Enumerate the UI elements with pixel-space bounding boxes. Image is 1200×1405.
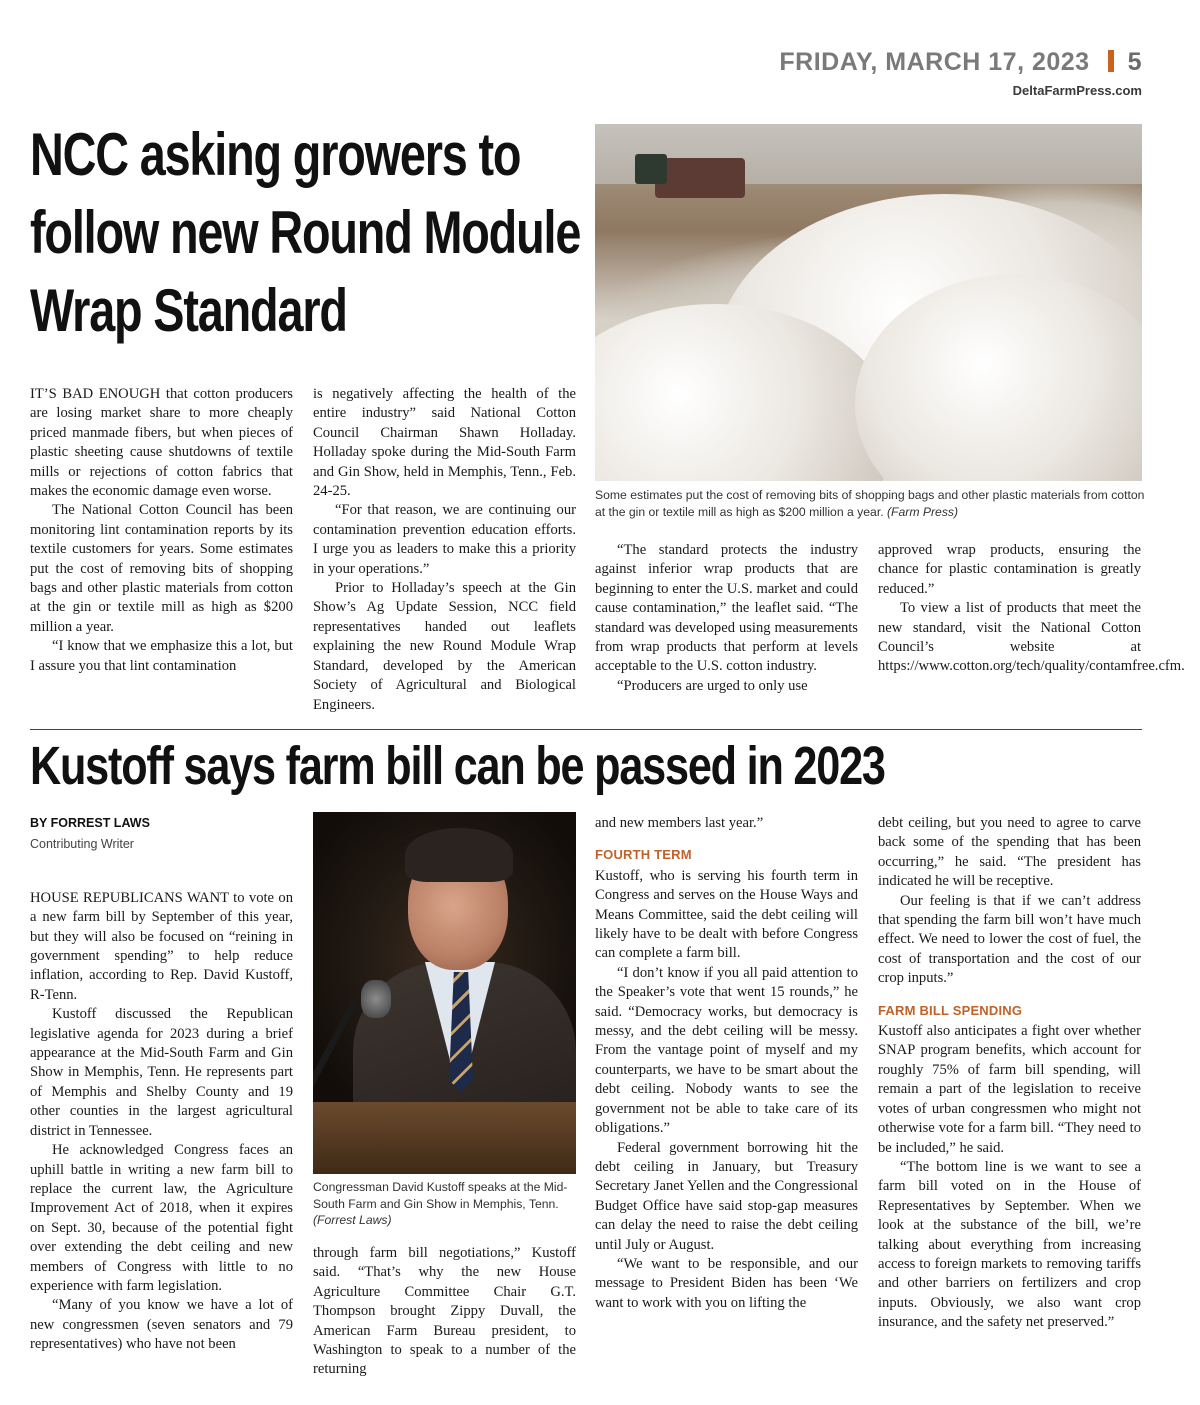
- subhead: FARM BILL SPENDING: [878, 1002, 1023, 1018]
- microphone-stem: [313, 1000, 358, 1100]
- paragraph: “Producers are urged to only use: [617, 677, 808, 694]
- paragraph: to vote on a new farm bill by September of this year, but they will also be focused on “reining in government spending” to help reduce inflation, according to Rep. David Kustoff, R-Tenn.: [30, 889, 293, 1003]
- article1-column-2: [313, 385, 576, 715]
- paragraph: “The standard protects the industry against inferior wrap products that are beginning to enter the U.S. market and could cause contamination,” the leaflet said. “The standard was developed using measurements from wrap products that perform at levels acceptable to the U.S. cotton industry.: [595, 542, 858, 675]
- tractor-cab-shape: [635, 154, 667, 184]
- byline-role: Contributing Writer: [30, 837, 134, 852]
- hair-shape: [405, 828, 513, 882]
- paragraph: Kustoff discussed the Republican legislative agenda for 2023 during a brief appearance at the Mid-South Farm and Gin Show in Memphis, Tenn. He represents part of Memphis and Shelby County and 19 other counties in the largest agricultural district in Tennessee.: [30, 1006, 293, 1139]
- paragraph: “I don’t know if you all paid attention to the Speaker’s vote that went 15 rounds,” he said. “Democracy works, but democracy is messy, and the debt ceiling will be messy. From the vantage point of myself and my counterparts, we have to be smart about the debt ceiling. Nobody wants to see the government not be able to take care of its obligations.”: [595, 964, 858, 1137]
- paragraph: “Many of you know we have a lot of new congressmen (seven senators and 79 representatives) who have not been: [30, 1297, 293, 1353]
- photo-credit: (Forrest Laws): [313, 1213, 392, 1227]
- paragraph: “I know that we emphasize this a lot, but I assure you that lint contamination: [30, 638, 293, 674]
- paragraph: Kustoff, who is serving his fourth term in Congress and serves on the House Ways and Means Committee, said the debt ceiling will likely have to be dealt with before Congress can complete a farm bill.: [595, 867, 858, 962]
- article1-headline: NCC asking growers to follow new Round Module Wrap Standard: [30, 121, 581, 344]
- section-divider: [30, 729, 1142, 730]
- website-link[interactable]: DeltaFarmPress.com: [1012, 83, 1142, 98]
- paragraph: To view a list of products that meet the new standard, visit the National Cotton Council’s website at https://www.cotton.org/tech/quality/contamfree.cfm.: [878, 600, 1185, 675]
- article2-column-3: [595, 814, 858, 1313]
- cotton-photo: [595, 124, 1142, 481]
- paragraph: “We want to be responsible, and our message to President Biden has been ‘We want to work with you on lifting the: [595, 1255, 858, 1311]
- masthead-divider: [1108, 50, 1114, 72]
- paragraph: debt ceiling, but you need to agree to carve back some of the spending that has been occurring,” he said. “The president has indicated he will be receptive.: [878, 815, 1141, 890]
- article2-column-2: [313, 1244, 576, 1380]
- article2-headline: Kustoff says farm bill can be passed in 2023: [30, 736, 885, 796]
- paragraph: Kustoff also anticipates a fight over whether SNAP program benefits, which account for roughly 75% of farm bill spending, will remain a part of the legislation to receive votes of urban congressmen who might not otherwise vote for a farm bill. “They need to be included,” he said.: [878, 1023, 1141, 1156]
- paragraph: “The bottom line is we want to see a farm bill voted on in the House of Representatives by September. When we look at the substance of the bill, we’re talking about everything from increasing access to foreign markets to removing tariffs and other barriers on fertilizers and crop inputs. Obviously, we also want crop insurance, and the safety net preserved.”: [878, 1158, 1141, 1331]
- subhead: FOURTH TERM: [595, 847, 692, 863]
- paragraph: is negatively affecting the health of the entire industry” said National Cotton Council Chairman Shawn Holladay. Holladay spoke during the Mid-South Farm and Gin Show, held in Memphis, Tenn., Feb. 24-25.: [313, 386, 576, 500]
- article1-column-1: [30, 385, 293, 676]
- caption-text: Some estimates put the cost of removing bits of shopping bags and other plastic materials from cotton at the gin or textile mill as high as $200 million a year.: [595, 488, 1145, 519]
- microphone-icon: [361, 980, 391, 1018]
- paragraph: “For that reason, we are continuing our contamination prevention education efforts. I urge you as leaders to make this a priority in your operations.”: [313, 502, 576, 577]
- paragraph: approved wrap products, ensuring the chance for plastic contamination is greatly reduced.”: [878, 542, 1141, 597]
- paragraph: He acknowledged Congress faces an uphill battle in writing a new farm bill to replace the current law, the Agriculture Improvement Act of 2018, when it expires on Sept. 30, because of the potential fight over extending the debt ceiling and new members of Congress with little to no experience with farm legislation.: [30, 1142, 293, 1294]
- page-number: 5: [1127, 48, 1142, 76]
- caption-text: Congressman David Kustoff speaks at the Mid-South Farm and Gin Show in Memphis, Tenn.: [313, 1180, 568, 1211]
- paragraph: Federal government borrowing hit the debt ceiling in January, but Treasury Secretary Janet Yellen and the Congressional Budget Office have said stop-gap measures can delay the need to raise the debt ceiling until July or August.: [595, 1139, 858, 1253]
- article1-column-4: [878, 541, 1185, 677]
- article1-photo-caption: [595, 487, 1145, 520]
- photo-credit: (Farm Press): [886, 504, 959, 519]
- kustoff-photo: [313, 812, 576, 1174]
- masthead-line: [779, 48, 1142, 77]
- lead-in: HOUSE REPUBLICANS WANT: [30, 889, 229, 906]
- podium-shape: [313, 1102, 576, 1174]
- article2-column-1: [30, 814, 293, 1355]
- byline: BY FORREST LAWS: [30, 816, 150, 830]
- issue-date: FRIDAY, MARCH 17, 2023: [779, 48, 1090, 76]
- masthead: [779, 48, 1142, 98]
- paragraph: and new members last year.”: [595, 815, 764, 831]
- paragraph: Our feeling is that if we can’t address that spending the farm bill won’t have much effect. We need to lower the cost of fuel, the cost of transportation and the cost of our crop inputs.”: [878, 892, 1141, 987]
- paragraph: that cotton producers are losing market share to more cheaply priced manmade fibers, but when pieces of plastic sheeting cause shutdowns of textile mills or rejections of cotton fabrics that makes the economic damage even worse.: [30, 386, 293, 500]
- tractor-shape: [655, 158, 745, 198]
- paragraph: The National Cotton Council has been monitoring lint contamination reports by its textile customers for years. Some estimates put the cost of removing bits of shopping bags and other plastic materials from cotton at the gin or textile mill as high as $200 million a year.: [30, 502, 293, 635]
- article2-photo-caption: [313, 1179, 576, 1229]
- lead-in: IT’S BAD ENOUGH: [30, 386, 161, 402]
- article2-column-4: [878, 814, 1141, 1333]
- paragraph: through farm bill negotiations,” Kustoff said. “That’s why the new House Agriculture Committee Chair G.T. Thompson brought Zippy Duvall, the American Farm Bureau president, to Washington to speak to a number of the returning: [313, 1245, 576, 1378]
- article1-column-3: [595, 541, 858, 696]
- paragraph: Prior to Holladay’s speech at the Gin Show’s Ag Update Session, NCC field representatives handed out leaflets explaining the new Round Module Wrap Standard, developed by the American Society of Agricultural and Biological Engineers.: [313, 580, 576, 713]
